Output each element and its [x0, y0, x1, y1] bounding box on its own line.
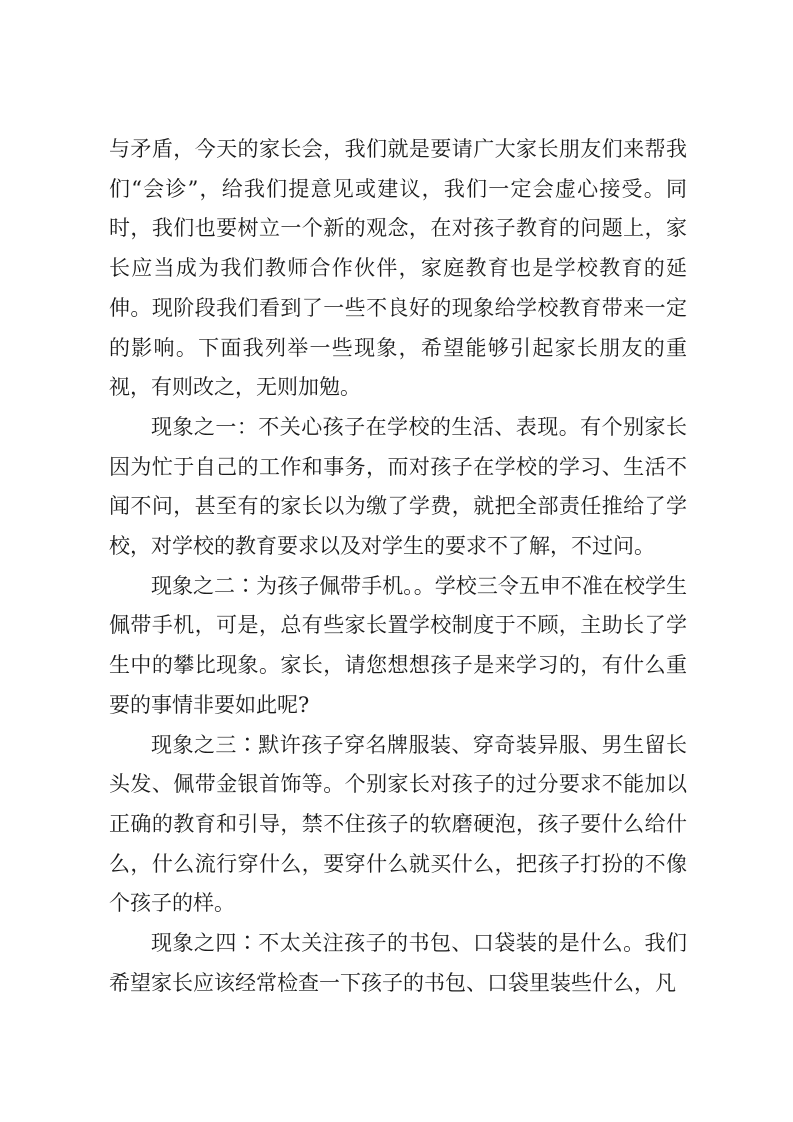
- paragraph-phenomenon-one: 现象之一：不关心孩子在学校的生活、表现。有个别家长因为忙于自己的工作和事务，而对孩子在学校的学习、生活不闻不问，甚至有的家长以为缴了学费，就把全部责任推给了学校，对学校的教育要求以及对学生的要求不了解，不过问。: [109, 414, 687, 559]
- paragraph-phenomenon-three: 现象之三∶默许孩子穿名牌服装、穿奇装异服、男生留长头发、佩带金银首饰等。个别家长对孩子的过分要求不能加以正确的教育和引导，禁不住孩子的软磨硬泡，孩子要什么给什么，什么流行穿什么，要穿什么就买什么，把孩子打扮的不像个孩子的样。: [109, 732, 687, 916]
- paragraph-phenomenon-four: 现象之四∶不太关注孩子的书包、口袋装的是什么。我们希望家长应该经常检查一下孩子的书包、口袋里装些什么，凡: [109, 931, 687, 995]
- paragraph-phenomenon-two: 现象之二∶为孩子佩带手机。。学校三令五申不准在校学生佩带手机，可是，总有些家长置学校制度于不顾，主助长了学生中的攀比现象。家长，请您想想孩子是来学习的，有什么重要的事情非要如此呢?: [109, 573, 687, 717]
- paragraph-continuation: 与矛盾，今天的家长会，我们就是要请广大家长朋友们来帮我们“会诊”，给我们提意见或建议，我们一定会虚心接受。同时，我们也要树立一个新的观念，在对孩子教育的问题上，家长应当成为我们教师合作伙伴，家庭教育也是学校教育的延伸。现阶段我们看到了一些不良好的现象给学校教育带来一定的影响。下面我列举一些现象，希望能够引起家长朋友的重视，有则改之，无则加勉。: [109, 137, 687, 400]
- document-body: [109, 130, 687, 1003]
